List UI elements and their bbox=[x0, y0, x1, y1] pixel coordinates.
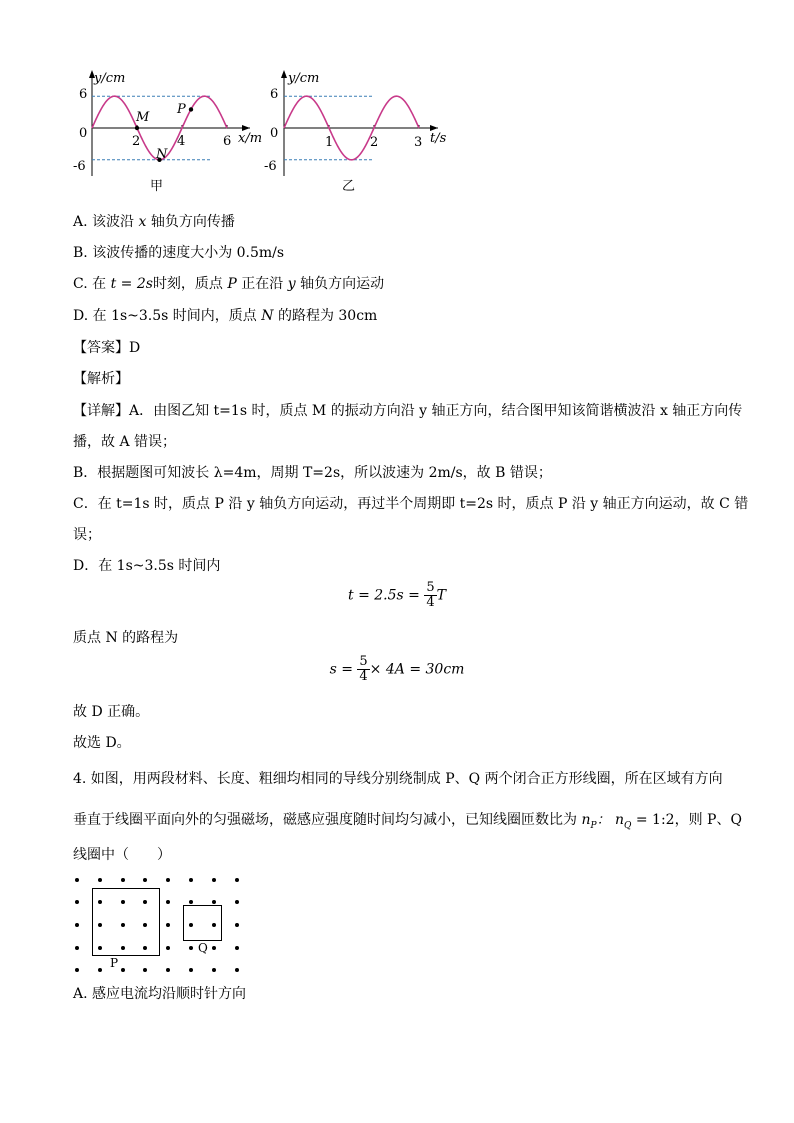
coil-p-label: P bbox=[110, 956, 119, 970]
jia-point-m-label: M bbox=[136, 110, 150, 125]
yi-tick-neg6: -6 bbox=[264, 159, 277, 174]
field-dot bbox=[166, 946, 170, 950]
jia-y-label: y/cm bbox=[94, 71, 126, 86]
field-dot bbox=[189, 900, 193, 904]
question4-line-3: 线圈中（ ） bbox=[73, 847, 171, 863]
field-dot bbox=[166, 900, 170, 904]
field-dot bbox=[121, 878, 125, 882]
solution-line-1: 【详解】A．由图乙知 t=1s 时，质点 M 的振动方向沿 y 轴正方向，结合图甲知该简谐横波沿 x 轴正方向传 bbox=[73, 403, 743, 419]
equation-path: s = $\frac{5}{4}$ × 4A = 30cm bbox=[329, 654, 465, 684]
field-dot bbox=[235, 923, 239, 927]
solution-line-3: B．根据题图可知波长 λ=4m，周期 T=2s，所以波速为 2m/s，故 B 错误； bbox=[73, 465, 552, 481]
field-dot bbox=[166, 968, 170, 972]
field-dot bbox=[143, 968, 147, 972]
question4-line-2: 垂直于线圈平面向外的匀强磁场，磁感应强度随时间均匀减小，已知线圈匝数比为 $n_P$： $n_Q$ = 1:2，则 P、Q bbox=[73, 812, 742, 831]
analysis-label: 【解析】 bbox=[73, 371, 129, 387]
field-dot bbox=[212, 968, 216, 972]
jia-x-tick-2: 2 bbox=[132, 134, 141, 149]
yi-x-tick-1: 1 bbox=[325, 135, 334, 150]
jia-point-p bbox=[189, 107, 193, 111]
yi-y-label: y/cm bbox=[288, 71, 320, 86]
jia-point-m bbox=[135, 126, 139, 130]
option-d: D. 在 1s~3.5s 时间内，质点 N 的路程为 30cm bbox=[73, 308, 378, 324]
wave-graph-jia bbox=[70, 66, 270, 200]
field-dot bbox=[121, 968, 125, 972]
field-dot bbox=[235, 968, 239, 972]
jia-x-tick-6: 6 bbox=[223, 134, 232, 149]
field-dot bbox=[212, 946, 216, 950]
field-dot bbox=[75, 878, 79, 882]
field-dot bbox=[235, 878, 239, 882]
field-dot bbox=[75, 968, 79, 972]
jia-x-label: x/m bbox=[238, 131, 263, 146]
answer-line bbox=[73, 339, 140, 357]
coil-p bbox=[92, 888, 160, 956]
answer-label: 【答案】 bbox=[73, 340, 129, 356]
solution-line-4: C．在 t=1s 时，质点 P 沿 y 轴负方向运动，再过半个周期即 t=2s 时，质点 P 沿 y 轴正方向运动，故 C 错 bbox=[73, 496, 749, 512]
jia-point-p-label: P bbox=[177, 102, 186, 117]
yi-x-tick-3: 3 bbox=[414, 135, 423, 150]
field-dot bbox=[235, 946, 239, 950]
field-dot bbox=[212, 878, 216, 882]
yi-caption: 乙 bbox=[342, 179, 356, 194]
option-b: B. 该波传播的速度大小为 0.5m/s bbox=[73, 245, 285, 261]
solution-line-5: 误； bbox=[73, 527, 101, 543]
yi-y-arrow bbox=[281, 70, 287, 78]
field-dot bbox=[75, 900, 79, 904]
answer-value: D bbox=[129, 340, 141, 356]
equation-time-fraction: $\frac{5}{4}$ bbox=[426, 580, 435, 610]
field-dot bbox=[166, 923, 170, 927]
yi-x-label: t/s bbox=[430, 131, 447, 146]
solution-line-6: D．在 1s~3.5s 时间内 bbox=[73, 558, 221, 574]
field-dot bbox=[166, 878, 170, 882]
field-dot bbox=[75, 946, 79, 950]
field-dot bbox=[75, 923, 79, 927]
solution-line-7: 质点 N 的路程为 bbox=[73, 630, 179, 646]
magnetic-field-figure bbox=[66, 870, 251, 976]
field-dot bbox=[189, 878, 193, 882]
jia-x-tick-4: 4 bbox=[177, 134, 186, 149]
field-dot bbox=[98, 968, 102, 972]
solution-line-2: 播，故 A 错误； bbox=[73, 434, 177, 450]
coil-q-label: Q bbox=[198, 941, 208, 955]
field-dot bbox=[189, 968, 193, 972]
field-dot bbox=[189, 946, 193, 950]
field-dot bbox=[143, 878, 147, 882]
solution-line-8: 故 D 正确。 bbox=[73, 704, 150, 720]
field-dot bbox=[235, 900, 239, 904]
question4-line-1: 4. 如图，用两段材料、长度、粗细均相同的导线分别绕制成 P、Q 两个闭合正方形线圈，所在区域有方向 bbox=[73, 771, 723, 787]
question4-option-a: A. 感应电流均沿顺时针方向 bbox=[73, 986, 247, 1002]
jia-tick-6: 6 bbox=[79, 87, 88, 102]
option-a: A. 该波沿 x 轴负方向传播 bbox=[73, 214, 235, 230]
equation-path-fraction: $\frac{5}{4}$ bbox=[359, 654, 368, 684]
field-dot bbox=[98, 878, 102, 882]
jia-point-n-label: N bbox=[156, 147, 168, 162]
field-dot bbox=[212, 900, 216, 904]
equation-time: t = 2.5s = $\frac{5}{4}$ T bbox=[348, 580, 446, 610]
yi-x-tick-2: 2 bbox=[370, 135, 379, 150]
yi-tick-0: 0 bbox=[270, 126, 279, 141]
jia-tick-0: 0 bbox=[79, 126, 88, 141]
jia-tick-neg6: -6 bbox=[73, 159, 86, 174]
jia-caption: 甲 bbox=[150, 179, 164, 194]
solution-line-9: 故选 D。 bbox=[73, 735, 131, 751]
vibration-graph-yi bbox=[262, 66, 462, 200]
option-c: C. 在 t = 2s时刻，质点 P 正在沿 y 轴负方向运动 bbox=[73, 276, 385, 292]
coil-q bbox=[183, 905, 222, 941]
yi-tick-6: 6 bbox=[270, 87, 279, 102]
